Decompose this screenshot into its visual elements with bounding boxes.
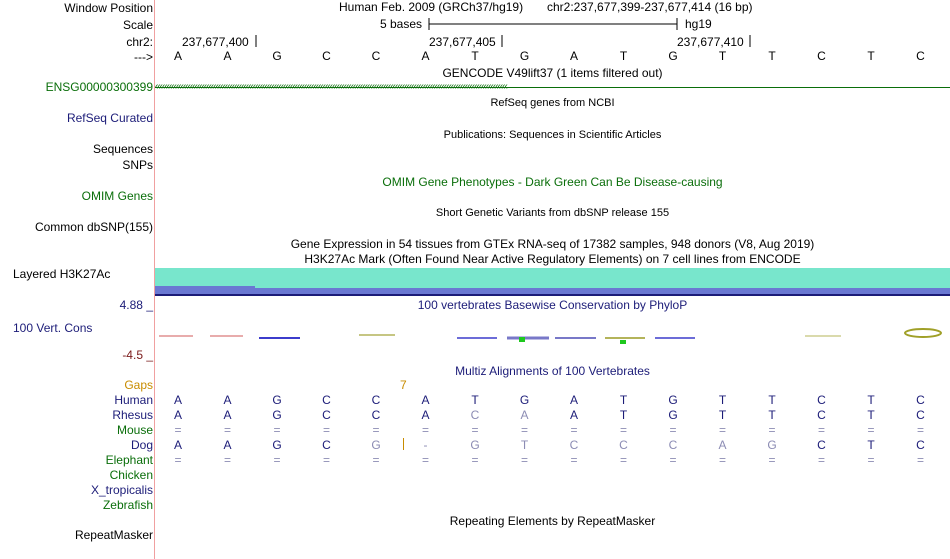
reference-base: C	[817, 49, 826, 63]
omim-genes-label[interactable]: OMIM Genes	[81, 189, 153, 203]
mouse-base: =	[916, 423, 924, 437]
reference-base: A	[173, 49, 182, 63]
alignment-row-rhesus	[155, 408, 950, 422]
dog-base: A	[223, 438, 232, 452]
elephant-base: =	[718, 453, 726, 467]
reference-base: A	[421, 49, 430, 63]
repeatmasker-label[interactable]: RepeatMasker	[74, 528, 153, 542]
rhesus-base: G	[668, 408, 678, 422]
human-base: A	[421, 393, 430, 407]
omim-track-title[interactable]: OMIM Gene Phenotypes - Dark Green Can Be Disease-causing	[382, 175, 723, 189]
base-sequence-row	[155, 49, 950, 63]
mouse-base: =	[619, 423, 627, 437]
elephant-base: =	[669, 453, 677, 467]
human-base: T	[471, 393, 479, 407]
rhesus-base: C	[817, 408, 826, 422]
species-zebrafish-label: Zebrafish	[102, 498, 153, 512]
human-base: T	[768, 393, 776, 407]
dog-insertion-marker	[403, 438, 404, 450]
gencode-track-title[interactable]: GENCODE V49lift37 (1 items filtered out)	[442, 66, 663, 80]
dog-base: C	[817, 438, 826, 452]
elephant-base: =	[174, 453, 182, 467]
rhesus-base: C	[371, 408, 381, 422]
mouse-base: =	[817, 423, 825, 437]
human-base: T	[619, 393, 628, 407]
refseq-track-title[interactable]: RefSeq genes from NCBI	[490, 97, 615, 109]
reference-base: T	[768, 49, 776, 63]
h3k27ac-signal-right[interactable]	[255, 268, 950, 288]
multiz-track-title[interactable]: Multiz Alignments of 100 Vertebrates	[455, 364, 650, 378]
rhesus-base: T	[718, 408, 727, 422]
mouse-base: =	[768, 423, 776, 437]
dog-base: C	[916, 438, 925, 452]
cons-min-value: -4.5 _	[122, 348, 153, 362]
reference-base: A	[223, 49, 232, 63]
mouse-base: =	[372, 423, 380, 437]
mouse-base: =	[718, 423, 726, 437]
elephant-base: =	[916, 453, 924, 467]
phylop-conservation-plot[interactable]	[155, 320, 950, 360]
layered-h3k27ac-label[interactable]: Layered H3K27Ac	[13, 267, 111, 281]
rhesus-base: C	[470, 408, 480, 422]
snps-label[interactable]: SNPs	[122, 158, 153, 172]
elephant-base: =	[372, 453, 380, 467]
human-base: C	[371, 393, 381, 407]
phylop-track-title[interactable]: 100 vertebrates Basewise Conservation by PhyloP	[417, 298, 688, 312]
human-base: T	[867, 393, 875, 407]
human-base: G	[272, 393, 282, 407]
human-base: A	[569, 393, 578, 407]
alignment-row-human	[155, 393, 950, 407]
reference-base: C	[371, 49, 381, 63]
dog-base: G	[767, 438, 777, 452]
elephant-base: =	[223, 453, 231, 467]
mouse-base: =	[867, 423, 875, 437]
gaps-label: Gaps	[124, 378, 153, 392]
dog-base: G	[272, 438, 282, 452]
publications-track-title[interactable]: Publications: Sequences in Scientific Articles	[443, 129, 662, 141]
reference-base: G	[272, 49, 282, 63]
species-human-label: Human	[114, 393, 153, 407]
dbsnp-track-title[interactable]: Short Genetic Variants from dbSNP release 155	[435, 207, 670, 219]
cons-max-value: 4.88 _	[119, 298, 153, 312]
vert-cons-label[interactable]: 100 Vert. Cons	[13, 321, 93, 335]
human-base: C	[916, 393, 925, 407]
dog-base: T	[867, 438, 875, 452]
rhesus-base: A	[173, 408, 182, 422]
alignment-row-elephant	[155, 453, 950, 467]
species-mouse-label: Mouse	[116, 423, 153, 437]
reference-base: T	[471, 49, 479, 63]
gene-id-label[interactable]: ENSG00000300399	[45, 80, 153, 94]
scale-text: 5 bases	[380, 17, 423, 31]
mouse-base: =	[273, 423, 281, 437]
alignment-row-mouse	[155, 423, 950, 437]
h3k27ac-signal-left[interactable]	[155, 268, 255, 286]
elephant-base: =	[421, 453, 429, 467]
dog-base: T	[520, 438, 529, 452]
dog-base: A	[718, 438, 727, 452]
human-base: C	[322, 393, 331, 407]
elephant-base: =	[322, 453, 330, 467]
species-xtropicalis-label: X_tropicalis	[90, 483, 153, 497]
dog-base: C	[619, 438, 628, 452]
strand-arrow-label: --->	[134, 50, 153, 64]
coord-1: 237,677,400	[182, 35, 249, 49]
track-label-sidebar	[0, 0, 155, 559]
scale-db: hg19	[685, 17, 712, 31]
human-base: A	[223, 393, 232, 407]
refseq-curated-label[interactable]: RefSeq Curated	[66, 111, 153, 125]
common-dbsnp-label[interactable]: Common dbSNP(155)	[34, 220, 153, 234]
species-rhesus-label: Rhesus	[112, 408, 153, 422]
mouse-base: =	[322, 423, 330, 437]
elephant-base: =	[471, 453, 479, 467]
species-elephant-label: Elephant	[105, 453, 153, 467]
mouse-base: =	[174, 423, 182, 437]
rhesus-base: T	[768, 408, 776, 422]
human-base: T	[718, 393, 727, 407]
chrom-label: chr2:	[126, 35, 153, 49]
reference-base: C	[916, 49, 925, 63]
rhesus-base: A	[520, 408, 529, 422]
elephant-base: =	[520, 453, 528, 467]
human-base: G	[519, 393, 530, 407]
mouse-base: =	[669, 423, 677, 437]
human-base: A	[173, 393, 182, 407]
gap-count: 7	[400, 378, 407, 392]
reference-base: T	[867, 49, 875, 63]
species-chicken-label: Chicken	[109, 468, 153, 482]
elephant-base: =	[867, 453, 875, 467]
mouse-base: =	[421, 423, 429, 437]
coord-2: 237,677,405	[429, 35, 496, 49]
reference-base: T	[718, 49, 727, 63]
rhesus-base: C	[916, 408, 925, 422]
dog-base: A	[173, 438, 182, 452]
gencode-gene-axis	[155, 87, 950, 88]
reference-base: C	[322, 49, 331, 63]
elephant-base: =	[273, 453, 281, 467]
reference-base: T	[619, 49, 628, 63]
dog-base: G	[470, 438, 480, 452]
species-dog-label: Dog	[130, 438, 153, 452]
rhesus-base: A	[569, 408, 578, 422]
elephant-base: =	[570, 453, 578, 467]
rhesus-base: A	[223, 408, 232, 422]
elephant-base: =	[817, 453, 825, 467]
rhesus-base: T	[867, 408, 875, 422]
assembly-name: Human Feb. 2009 (GRCh37/hg19)	[339, 0, 524, 14]
mouse-base: =	[520, 423, 528, 437]
rhesus-base: G	[272, 408, 282, 422]
dog-base: -	[423, 438, 428, 452]
human-base: G	[668, 393, 678, 407]
dog-base: C	[569, 438, 579, 452]
mouse-base: =	[471, 423, 479, 437]
track-area[interactable]	[155, 0, 950, 559]
dog-base: C	[668, 438, 678, 452]
dog-base: C	[322, 438, 331, 452]
rhesus-base: A	[421, 408, 430, 422]
elephant-base: =	[768, 453, 776, 467]
alignment-row-dog	[155, 438, 950, 452]
h3k27ac-signal-blue-left[interactable]	[155, 286, 255, 294]
reference-base: G	[519, 49, 530, 63]
coord-3: 237,677,410	[677, 35, 744, 49]
human-base: C	[817, 393, 826, 407]
reference-base: A	[569, 49, 578, 63]
rhesus-base: T	[619, 408, 628, 422]
rhesus-base: C	[322, 408, 331, 422]
mouse-base: =	[570, 423, 578, 437]
sequences-label[interactable]: Sequences	[92, 142, 153, 156]
mouse-base: =	[223, 423, 231, 437]
scale-label: Scale	[122, 18, 153, 32]
h3k27ac-baseline	[155, 294, 950, 296]
elephant-base: =	[619, 453, 627, 467]
gtex-track-title[interactable]: Gene Expression in 54 tissues from GTEx RNA-seq of 17382 samples, 948 donors (V8, Aug 2019)	[290, 237, 815, 251]
h3k27ac-track-title[interactable]: H3K27Ac Mark (Often Found Near Active Regulatory Elements) on 7 cell lines from ENCODE	[304, 252, 801, 266]
position-text: chr2:237,677,399-237,677,414 (16 bp)	[547, 0, 753, 14]
dog-base: G	[371, 438, 381, 452]
window-position-label: Window Position	[64, 1, 153, 15]
repeatmasker-track-title[interactable]: Repeating Elements by RepeatMasker	[449, 514, 656, 528]
reference-base: G	[668, 49, 678, 63]
